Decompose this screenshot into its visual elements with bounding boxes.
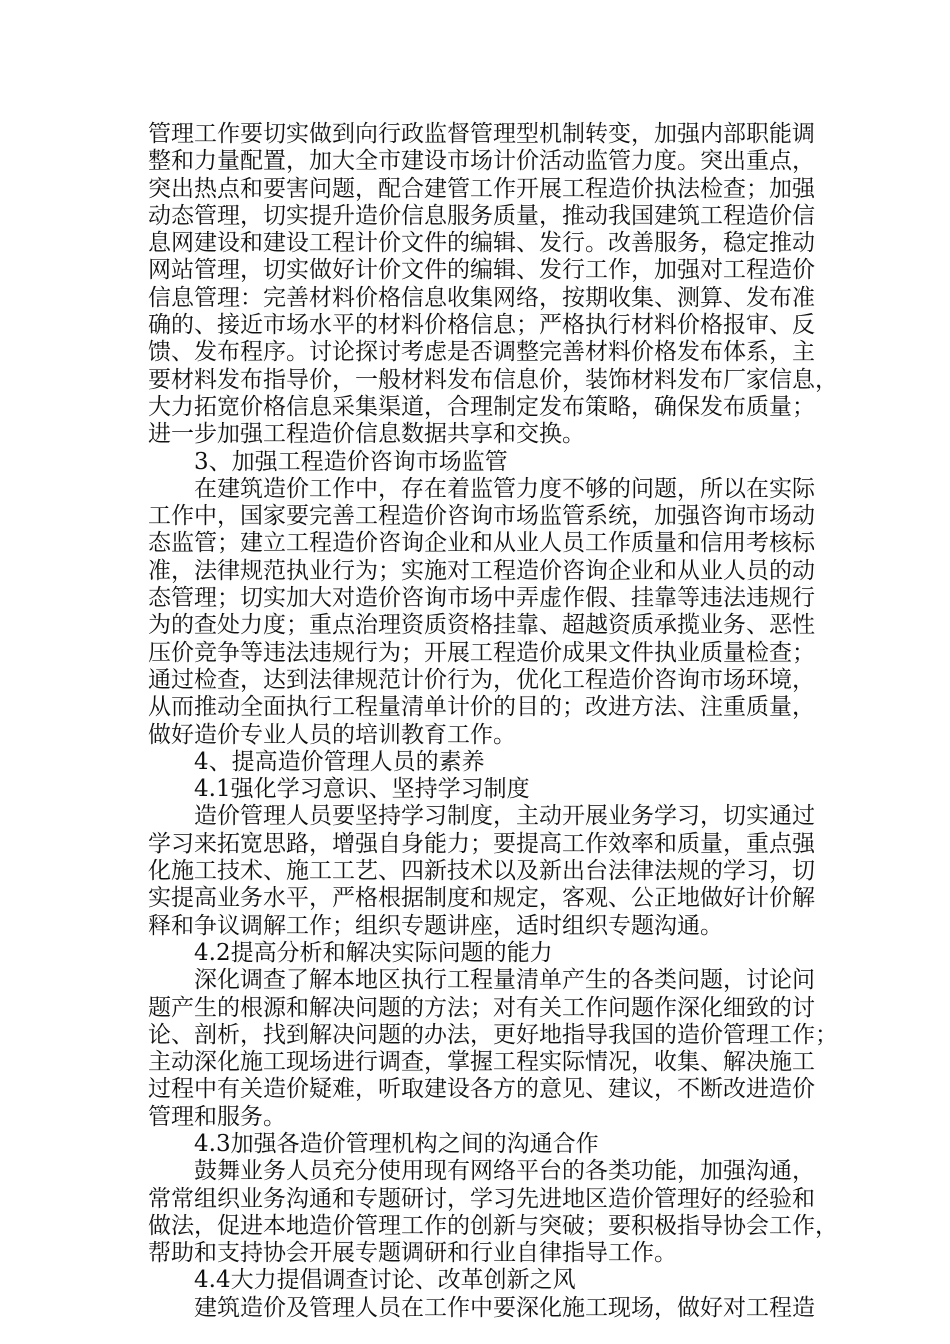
text-line: 工作中，国家要完善工程造价咨询市场监管系统，加强咨询市场动 <box>148 503 815 530</box>
text-line: 常常组织业务沟通和专题研讨，学习先进地区造价管理好的经验和 <box>148 1185 815 1212</box>
text-line: 从而推动全面执行工程量清单计价的目的；改进方法、注重质量， <box>148 694 815 721</box>
text-line: 释和争议调解工作；组织专题讲座，适时组织专题沟通。 <box>148 912 723 939</box>
text-line: 鼓舞业务人员充分使用现有网络平台的各类功能，加强沟通， <box>194 1158 815 1185</box>
text-line: 深化调查了解本地区执行工程量清单产生的各类问题，讨论问 <box>194 967 815 994</box>
text-line: 大力拓宽价格信息采集渠道，合理制定发布策略，确保发布质量； <box>148 393 815 420</box>
text-line: 4.4大力提倡调查讨论、改革创新之风 <box>194 1267 576 1294</box>
text-line: 通过检查，达到法律规范计价行为，优化工程造价咨询市场环境， <box>148 666 815 693</box>
text-line: 进一步加强工程造价信息数据共享和交换。 <box>148 421 585 448</box>
text-line: 准，法律规范执业行为；实施对工程造价咨询企业和从业人员的动 <box>148 557 815 584</box>
text-line: 主动深化施工现场进行调查，掌握工程实际情况，收集、解决施工 <box>148 1049 815 1076</box>
text-line: 管理和服务。 <box>148 1103 286 1130</box>
text-line: 帮助和支持协会开展专题调研和行业自律指导工作。 <box>148 1240 677 1267</box>
text-line: 态监管；建立工程造价咨询企业和从业人员工作质量和信用考核标 <box>148 530 815 557</box>
text-line: 3、加强工程造价咨询市场监管 <box>194 448 508 475</box>
text-line: 化施工技术、施工工艺、四新技术以及新出台法律法规的学习，切 <box>148 858 815 885</box>
text-line: 论、剖析，找到解决问题的办法，更好地指导我国的造价管理工作； <box>148 1021 838 1048</box>
text-line: 信息管理：完善材料价格信息收集网络，按期收集、测算、发布准 <box>148 284 815 311</box>
text-line: 馈、发布程序。讨论探讨考虑是否调整完善材料价格发布体系，主 <box>148 339 815 366</box>
text-line: 在建筑造价工作中，存在着监管力度不够的问题，所以在实际 <box>194 475 815 502</box>
text-line: 造价管理人员要坚持学习制度，主动开展业务学习，切实通过 <box>194 803 815 830</box>
text-line: 4.2提高分析和解决实际问题的能力 <box>194 939 553 966</box>
text-line: 4.3加强各造价管理机构之间的沟通合作 <box>194 1130 599 1157</box>
text-line: 网站管理，切实做好计价文件的编辑、发行工作，加强对工程造价 <box>148 257 815 284</box>
text-line: 过程中有关造价疑难，听取建设各方的意见、建议，不断改进造价 <box>148 1076 815 1103</box>
text-line: 管理工作要切实做到向行政监督管理型机制转变，加强内部职能调 <box>148 121 815 147</box>
text-line: 态管理；切实加大对造价咨询市场中弄虚作假、挂靠等违法违规行 <box>148 585 815 612</box>
text-line: 做法，促进本地造价管理工作的创新与突破；要积极指导协会工作， <box>148 1212 838 1239</box>
text-line: 压价竞争等违法违规行为；开展工程造价成果文件执业质量检查； <box>148 639 815 666</box>
text-line: 要材料发布指导价，一般材料发布信息价，装饰材料发布厂家信息， <box>148 366 838 393</box>
document-body <box>148 121 838 1322</box>
text-line: 4.1强化学习意识、坚持学习制度 <box>194 776 530 803</box>
text-line: 整和力量配置，加大全市建设市场计价活动监管力度。突出重点， <box>148 148 815 175</box>
text-line: 建筑造价及管理人员在工作中要深化施工现场，做好对工程造 <box>194 1294 815 1321</box>
text-line: 4、提高造价管理人员的素养 <box>194 748 485 775</box>
text-line: 动态管理，切实提升造价信息服务质量，推动我国建筑工程造价信 <box>148 202 815 229</box>
text-line: 为的查处力度；重点治理资质资格挂靠、超越资质承揽业务、恶性 <box>148 612 815 639</box>
text-line: 息网建设和建设工程计价文件的编辑、发行。改善服务，稳定推动 <box>148 230 815 257</box>
text-line: 学习来拓宽思路，增强自身能力；要提高工作效率和质量，重点强 <box>148 830 815 857</box>
text-line: 确的、接近市场水平的材料价格信息；严格执行材料价格报审、反 <box>148 312 815 339</box>
text-line: 做好造价专业人员的培训教育工作。 <box>148 721 516 748</box>
text-line: 题产生的根源和解决问题的方法；对有关工作问题作深化细致的讨 <box>148 994 815 1021</box>
text-line: 突出热点和要害问题，配合建管工作开展工程造价执法检查；加强 <box>148 175 815 202</box>
text-line: 实提高业务水平，严格根据制度和规定，客观、公正地做好计价解 <box>148 885 815 912</box>
